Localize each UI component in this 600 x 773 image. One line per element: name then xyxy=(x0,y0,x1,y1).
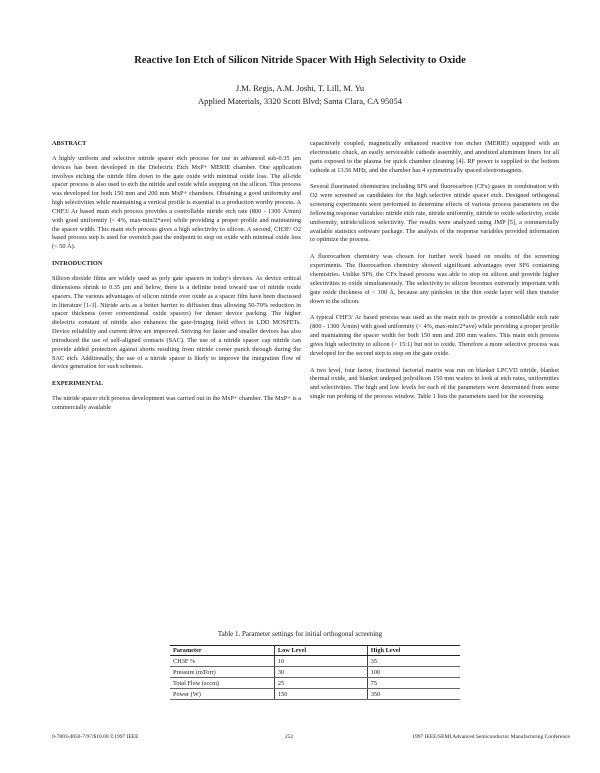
abstract-heading: ABSTRACT xyxy=(52,140,87,147)
table-cell: Power (W) xyxy=(170,689,274,700)
table-caption: Table 1. Parameter settings for initial orthogonal screening xyxy=(217,630,383,638)
table-cell: 10 xyxy=(274,656,367,667)
introduction-heading: INTRODUCTION xyxy=(52,260,103,268)
table-header-row xyxy=(170,646,460,656)
table-cell: 25 xyxy=(274,678,367,689)
table-row xyxy=(170,656,460,667)
body-paragraph: capacitively coupled, magnetically enhanced reactive ion etcher (MERIE) equipped with an electrostatic chuck, an easily serviceable cathode assembly, and anodized aluminum liners for all parts exposed to the plasma for quick chamber cleaning [4]. RF power is supplied to the bottom cathode at 13.56 MHz, and the chamber has 4 symmetrically spaced electromagnets. xyxy=(310,140,559,174)
body-paragraph: A typical CHF3/ Ar based process was used as the main etch to provide a controllable etch rate (800 - 1300 Å/min) with good uniformity (< 4%, max-min/2*ave) while providing a proper profile and maintaining the spacer width for both 150 mm and 200 mm wafers. This main etch process gives high selectivity to silicon (> 15:1) but not to oxide. Therefore a more selective process was developed for the second step to stop on the gate oxide. xyxy=(310,314,559,357)
table-row xyxy=(170,678,460,689)
column-header: Parameter xyxy=(170,646,274,656)
body-paragraph: Several fluorinated chemistries including SF6 and fluorocarbon (CFx) gases in combination with O2 were screened as candidates for the high selective nitride spacer etch. Designed orthogonal screening experiments were performed to determine effects of various process parameters on the following response variables: nitride etch rate, nitride uniformity, nitride to oxide selectivity, oxide uniformity, nitride/silicon selectivity. The results were analyzed using JMP [5], a commercially available statistics software package. The analysis of the response variables provided information to optimize the process. xyxy=(310,183,559,244)
table-cell: 100 xyxy=(367,667,460,678)
footer-copyright: 0-7803-4050-7/97/$10.00 ©1997 IEEE xyxy=(52,734,139,740)
column-header: Low Level xyxy=(274,646,367,656)
abstract-paragraph: A highly uniform and selective nitride spacer etch process for use in advanced sub-0.35 µm devices has been developed in the Dielectric Etch MxP+ MERIE chamber. One application involves etching the nitride film down to the gate oxide with minimal oxide loss. The all-ride spacer process is also used to etch the nitride and oxide while stopping on the silicon. This process was developed for both 150 mm and 200 mm MxP+ chambers. Obtaining a good uniformity and high selectivities while maintaining a vertical profile is essential to a production worthy process. A CHF3/ Ar based main etch process provides a controllable nitride etch rate (800 - 1300 Å/min) with good uniformity (< 4%, max-min/2*ave) while providing a proper profile and maintaining the spacer width. This main etch process gives a high selectivity to silicon. A second, CH3F/ O2 based process step is used for overetch past the endpoint to stop on oxide with minimal oxide loss (< 50 Å). xyxy=(52,154,301,251)
table-cell: 35 xyxy=(367,656,460,667)
author-list: J.M. Regis, A.M. Joshi, T. Lill, M. Yu xyxy=(235,83,365,93)
page-number: 252 xyxy=(285,734,294,740)
introduction-paragraph: Silicon dioxide films are widely used as poly gate spacers in today's devices. As device critical dimensions shrink to 0.35 µm and below, there is a definite trend toward use of nitride oxide spacers. The various advantages of silicon nitride over oxide as a spacer film have been discussed in literature [1-3]. Nitride acts as a better barrier to diffusion thus allowing 50-70% reduction in spacer thickness (over conventional oxide spacers) for denser device packing. The higher dielectric constant of nitride also enhances the gate-fringing field effect in LDD MOSFETs. Device reliability and current drive are improved. Striving for faster and smaller devices has also introduced the use of self-aligned contacts (SAC). The use of a nitride spacer cap nitride can provide added protection against shorts resulting from nitride corner punch through during the SAC etch. Additionally, the use of a nitride spacer is likely to improve the integration flow of device generation for such schemes. xyxy=(52,274,301,371)
left-column xyxy=(52,140,301,421)
table-cell: CH3F % xyxy=(170,656,274,667)
paper-title: Reactive Ion Etch of Silicon Nitride Spacer With High Selectivity to Oxide xyxy=(134,55,466,66)
body-paragraph: A fluorocarbon chemistry was chosen for further work based on results of the screening experiments. The fluorocarbon chemistry showed significant advantages over SF6 containing chemistries. Unlike SF6, the CFx based process was able to stop on silicon and provide higher selectivities to oxide simultaneously. The selectivity to silicon becomes extremely important with gate oxide thickness of < 100 Å, because any pinholes in the thin oxide layer will then transfer down to the silicon. xyxy=(310,253,559,305)
body-paragraph: A two level, four factor, fractional factorial matrix was run on blanket LPCVD nitride, blanket thermal oxide, and blanket undoped polysilicon 150 mm wafers to look at etch rates, uniformities and selectivities. The high and low levels for each of the parameters were determined from some single run probing of the process window. Table 1 lists the parameters used for the screening. xyxy=(310,366,559,401)
affiliation: Applied Materials, 3320 Scott Blvd; Santa Clara, CA 95054 xyxy=(198,96,402,106)
experimental-paragraph: The nitride spacer etch process development was carried out in the MxP+ chamber. The MxP+ is a commercially available xyxy=(52,395,301,411)
table-cell: 150 xyxy=(274,689,367,700)
table-cell: 30 xyxy=(274,667,367,678)
table-row xyxy=(170,689,460,700)
experimental-heading: EXPERIMENTAL xyxy=(52,380,103,388)
column-header: High Level xyxy=(367,646,460,656)
parameter-table xyxy=(170,645,460,700)
table-cell: 75 xyxy=(367,678,460,689)
table-cell: 350 xyxy=(367,689,460,700)
right-column xyxy=(310,140,559,410)
footer-conference: 1997 IEEE/SEMI Advanced Semiconductor Manufacturing Conference xyxy=(412,734,570,740)
table-row xyxy=(170,667,460,678)
table-cell: Total Flow (sccm) xyxy=(170,678,274,689)
table-cell: Pressure (mTorr) xyxy=(170,667,274,678)
